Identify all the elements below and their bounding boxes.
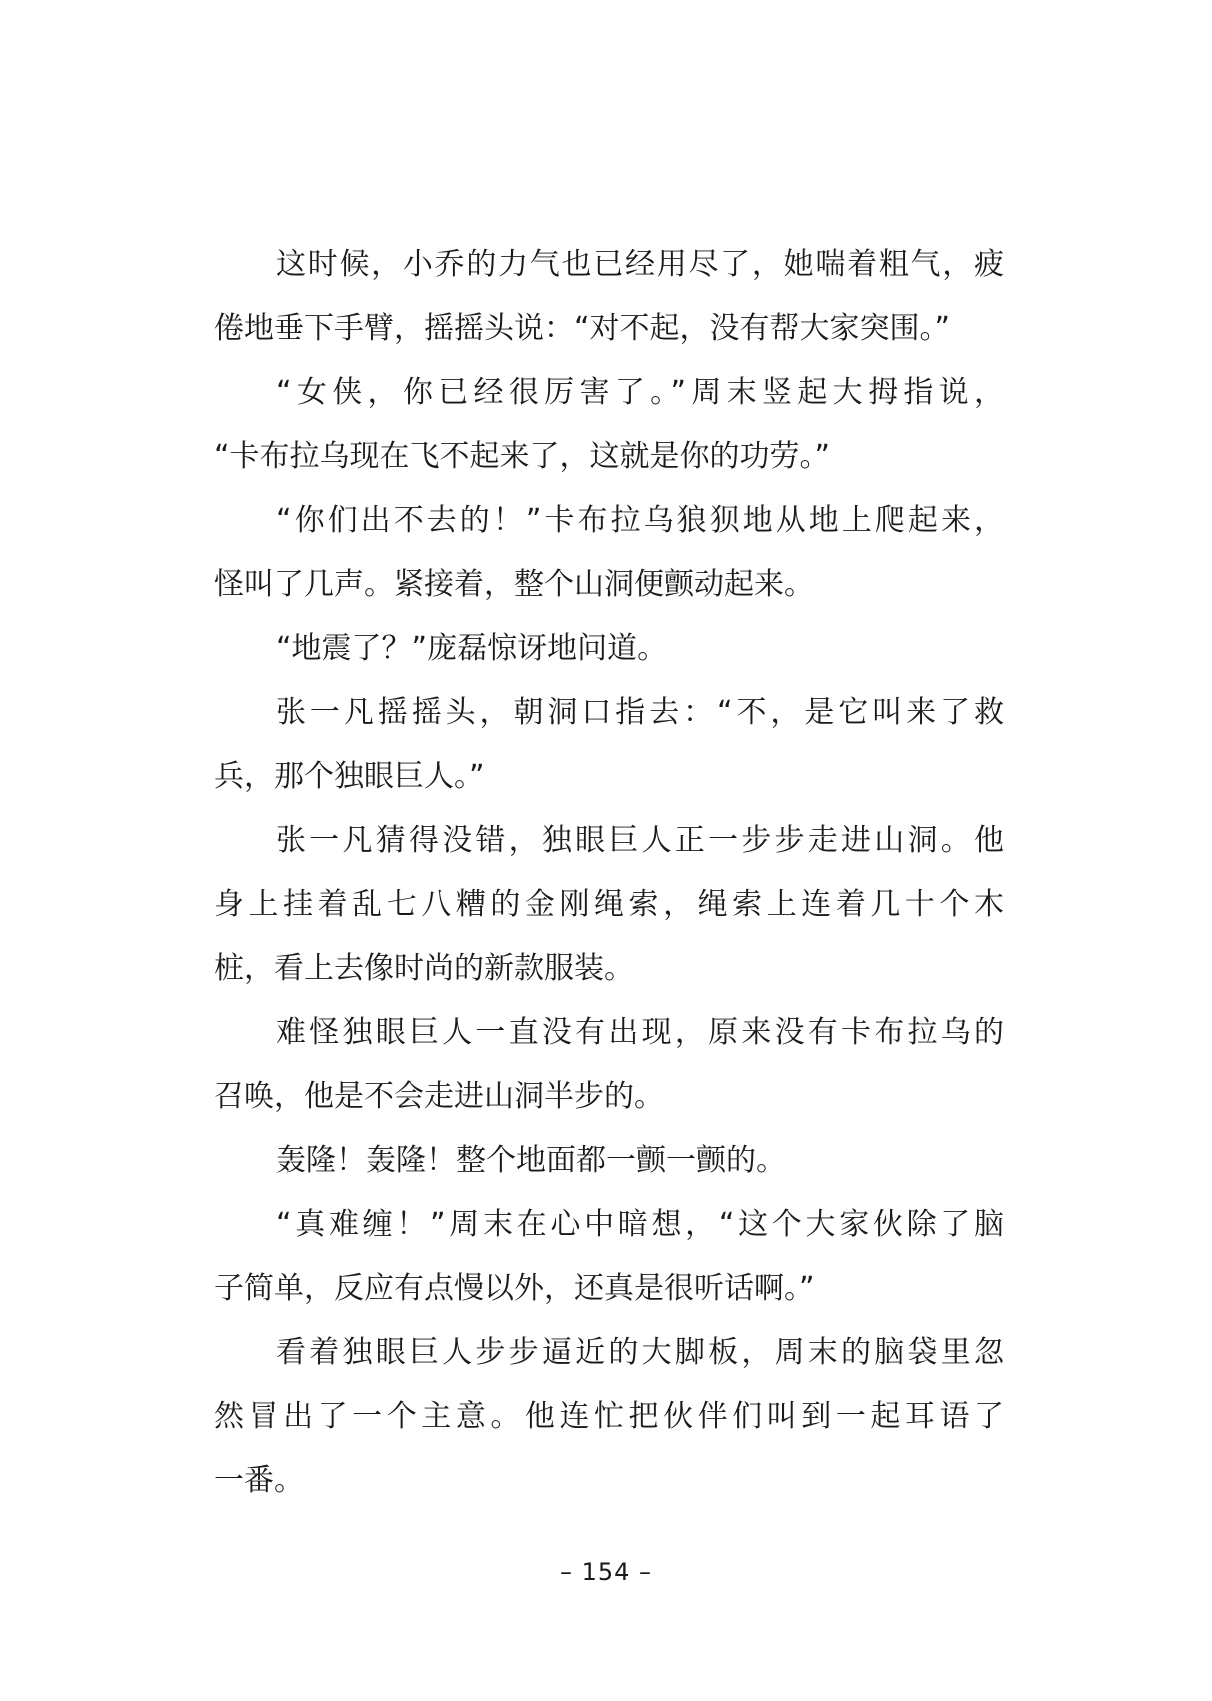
text-line: 兵，那个独眼巨人。” bbox=[214, 759, 485, 794]
text-line: 然冒出了一个主意。他连忙把伙伴们叫到一起耳语了 bbox=[214, 1399, 1004, 1434]
text-line: “女侠，你已经很厉害了。”周末竖起大拇指说， bbox=[276, 375, 1004, 410]
text-line: “你们出不去的！”卡布拉乌狼狈地从地上爬起来， bbox=[276, 503, 1004, 538]
text-line: 张一凡摇摇头，朝洞口指去：“不，是它叫来了救 bbox=[276, 695, 1004, 730]
text-line: 难怪独眼巨人一直没有出现，原来没有卡布拉乌的 bbox=[276, 1015, 1004, 1050]
text-line: “地震了？”庞磊惊讶地问道。 bbox=[276, 631, 668, 666]
text-line: 张一凡猜得没错，独眼巨人正一步步走进山洞。他 bbox=[276, 823, 1004, 858]
text-line: 这时候，小乔的力气也已经用尽了，她喘着粗气，疲 bbox=[276, 247, 1004, 282]
text-line: 身上挂着乱七八糟的金刚绳索，绳索上连着几十个木 bbox=[214, 887, 1004, 922]
text-line: 一番。 bbox=[214, 1463, 304, 1498]
text-line: 召唤，他是不会走进山洞半步的。 bbox=[214, 1079, 664, 1114]
text-line: 轰隆！轰隆！整个地面都一颤一颤的。 bbox=[276, 1143, 786, 1178]
text-line: 怪叫了几声。紧接着，整个山洞便颤动起来。 bbox=[214, 567, 814, 602]
text-line: 倦地垂下手臂，摇摇头说：“对不起，没有帮大家突围。” bbox=[214, 311, 951, 346]
text-line: “真难缠！”周末在心中暗想，“这个大家伙除了脑 bbox=[276, 1207, 1004, 1242]
page-number: – 154 – bbox=[559, 1558, 653, 1586]
text-line: 子简单，反应有点慢以外，还真是很听话啊。” bbox=[214, 1271, 815, 1306]
text-line: “卡布拉乌现在飞不起来了，这就是你的功劳。” bbox=[214, 439, 831, 474]
text-line: 看着独眼巨人步步逼近的大脚板，周末的脑袋里忽 bbox=[276, 1335, 1004, 1370]
text-line: 桩，看上去像时尚的新款服装。 bbox=[214, 951, 634, 986]
body-text bbox=[214, 233, 1004, 1513]
